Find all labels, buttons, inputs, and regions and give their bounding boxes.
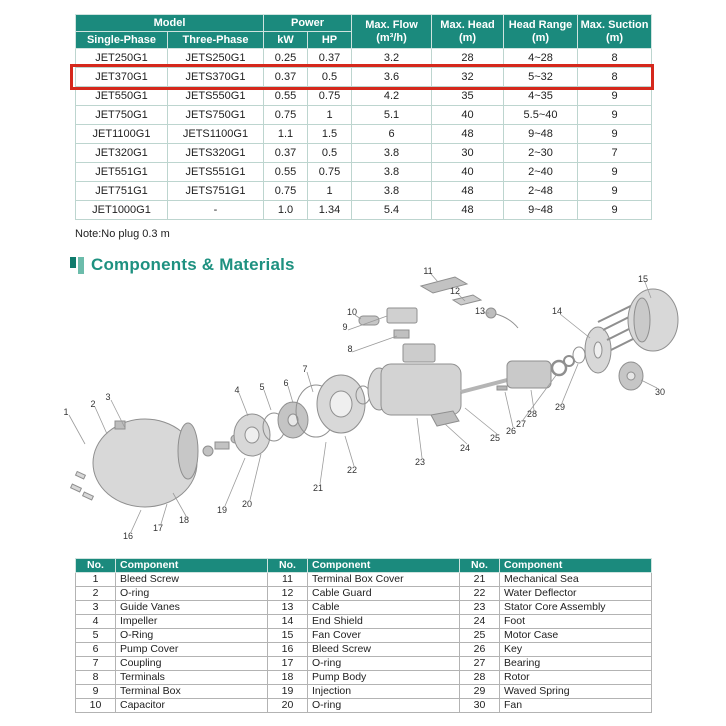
spec-cell: JET1100G1	[76, 125, 168, 144]
comp-no: 26	[460, 643, 500, 657]
spec-cell: 5.1	[352, 106, 432, 125]
spec-cell: 0.75	[264, 106, 308, 125]
spec-row	[76, 49, 652, 68]
comp-name: Cable Guard	[308, 587, 460, 601]
spec-header-max-head	[432, 15, 504, 49]
header-line: (m)	[458, 31, 477, 44]
spec-cell: JET320G1	[76, 144, 168, 163]
spec-header-head-range	[504, 15, 578, 49]
comp-name: Rotor	[500, 671, 652, 685]
callout-15: 15	[637, 274, 649, 284]
callout-12: 12	[449, 286, 461, 296]
spec-cell: 0.75	[308, 163, 352, 182]
comp-row	[76, 657, 652, 671]
spec-cell: JETS320G1	[168, 144, 264, 163]
comp-no: 21	[460, 573, 500, 587]
spec-cell: JETS751G1	[168, 182, 264, 201]
spec-cell: 9~48	[504, 201, 578, 220]
section-title: Components & Materials	[91, 255, 295, 274]
spec-cell: 3.2	[352, 49, 432, 68]
callout-27: 27	[515, 419, 527, 429]
comp-no: 5	[76, 629, 116, 643]
callout-3: 3	[105, 392, 111, 402]
comp-name: Fan	[500, 699, 652, 713]
callout-24: 24	[459, 443, 471, 453]
comp-no: 2	[76, 587, 116, 601]
spec-cell: 3.6	[352, 68, 432, 87]
spec-cell: JET550G1	[76, 87, 168, 106]
comp-name: Foot	[500, 615, 652, 629]
comp-row	[76, 685, 652, 699]
spec-cell: 3.8	[352, 144, 432, 163]
comp-no: 19	[268, 685, 308, 699]
callout-28: 28	[526, 409, 538, 419]
spec-cell: 9	[578, 125, 652, 144]
comp-no: 16	[268, 643, 308, 657]
spec-cell: 9	[578, 182, 652, 201]
comp-name: Bleed Screw	[308, 643, 460, 657]
header-line: Max. Suction	[580, 18, 649, 31]
spec-cell: 2~40	[504, 163, 578, 182]
comp-no: 4	[76, 615, 116, 629]
spec-table-section	[75, 14, 651, 240]
comp-row	[76, 601, 652, 615]
spec-row	[76, 163, 652, 182]
spec-header-max-suction	[578, 15, 652, 49]
spec-cell: 6	[352, 125, 432, 144]
comp-name: Pump Cover	[116, 643, 268, 657]
comp-name: Capacitor	[116, 699, 268, 713]
callout-1: 1	[63, 407, 69, 417]
comp-no: 13	[268, 601, 308, 615]
spec-cell: 9	[578, 201, 652, 220]
section-bars-icon	[70, 255, 84, 274]
spec-cell: 0.55	[264, 163, 308, 182]
callout-5: 5	[259, 382, 265, 392]
spec-cell: 28	[432, 49, 504, 68]
spec-cell: 9	[578, 87, 652, 106]
comp-name: Guide Vanes	[116, 601, 268, 615]
spec-cell: JETS750G1	[168, 106, 264, 125]
comp-name: Injection	[308, 685, 460, 699]
comp-header-component: Component	[308, 559, 460, 573]
spec-cell: JET751G1	[76, 182, 168, 201]
callout-19: 19	[216, 505, 228, 515]
spec-header-single-phase: Single-Phase	[76, 32, 168, 49]
spec-cell: 4~35	[504, 87, 578, 106]
callout-16: 16	[122, 531, 134, 541]
spec-cell: JETS370G1	[168, 68, 264, 87]
spec-cell: 9	[578, 163, 652, 182]
spec-cell: 4~28	[504, 49, 578, 68]
callout-30: 30	[654, 387, 666, 397]
comp-name: Coupling	[116, 657, 268, 671]
comp-no: 10	[76, 699, 116, 713]
callout-6: 6	[283, 378, 289, 388]
spec-cell: 8	[578, 49, 652, 68]
spec-cell: 5.4	[352, 201, 432, 220]
spec-cell: 7	[578, 144, 652, 163]
comp-name: Cable	[308, 601, 460, 615]
callout-26: 26	[505, 426, 517, 436]
comp-name: O-Ring	[116, 629, 268, 643]
spec-cell: JETS250G1	[168, 49, 264, 68]
callout-29: 29	[554, 402, 566, 412]
spec-cell: 48	[432, 201, 504, 220]
comp-name: Terminal Box Cover	[308, 573, 460, 587]
spec-cell: 0.5	[308, 144, 352, 163]
comp-no: 11	[268, 573, 308, 587]
spec-cell: JET750G1	[76, 106, 168, 125]
comp-no: 25	[460, 629, 500, 643]
comp-no: 3	[76, 601, 116, 615]
spec-cell: JETS551G1	[168, 163, 264, 182]
spec-cell: 40	[432, 106, 504, 125]
spec-cell: 32	[432, 68, 504, 87]
callout-23: 23	[414, 457, 426, 467]
spec-row	[76, 144, 652, 163]
comp-name: End Shield	[308, 615, 460, 629]
pump-exploded-parts	[71, 277, 678, 507]
comp-name: Fan Cover	[308, 629, 460, 643]
comp-name: Bearing	[500, 657, 652, 671]
components-table	[75, 558, 652, 713]
spec-cell: 40	[432, 163, 504, 182]
comp-no: 1	[76, 573, 116, 587]
header-line: Max. Head	[440, 18, 495, 31]
callout-22: 22	[346, 465, 358, 475]
header-line: Max. Flow	[365, 18, 418, 31]
spec-row	[76, 106, 652, 125]
spec-cell: JET551G1	[76, 163, 168, 182]
comp-name: Terminal Box	[116, 685, 268, 699]
comp-header-no: No.	[76, 559, 116, 573]
callout-14: 14	[551, 306, 563, 316]
callout-18: 18	[178, 515, 190, 525]
spec-header-kw: kW	[264, 32, 308, 49]
comp-no: 7	[76, 657, 116, 671]
comp-name: Motor Case	[500, 629, 652, 643]
header-line: (m)	[605, 31, 624, 44]
comp-name: Impeller	[116, 615, 268, 629]
spec-cell: -	[168, 201, 264, 220]
comp-no: 22	[460, 587, 500, 601]
spec-cell: 5.5~40	[504, 106, 578, 125]
section-heading	[70, 255, 295, 275]
spec-cell: 0.37	[308, 49, 352, 68]
spec-cell: JETS1100G1	[168, 125, 264, 144]
comp-name: O-ring	[116, 587, 268, 601]
comp-no: 6	[76, 643, 116, 657]
spec-header-power: Power	[264, 15, 352, 32]
spec-cell: 1	[308, 106, 352, 125]
comp-header-no: No.	[268, 559, 308, 573]
spec-cell: 0.55	[264, 87, 308, 106]
comp-no: 12	[268, 587, 308, 601]
components-table-section	[75, 558, 651, 713]
comp-name: Terminals	[116, 671, 268, 685]
callout-21: 21	[312, 483, 324, 493]
comp-row	[76, 615, 652, 629]
callout-4: 4	[234, 385, 240, 395]
comp-row	[76, 643, 652, 657]
comp-no: 27	[460, 657, 500, 671]
spec-cell: 0.75	[264, 182, 308, 201]
note-text: Note:No plug 0.3 m	[75, 228, 170, 240]
spec-cell: 3.8	[352, 163, 432, 182]
comp-name: Bleed Screw	[116, 573, 268, 587]
spec-cell: 1.34	[308, 201, 352, 220]
spec-cell: 1	[308, 182, 352, 201]
spec-row	[76, 87, 652, 106]
comp-row	[76, 699, 652, 713]
spec-cell: 35	[432, 87, 504, 106]
comp-name: Pump Body	[308, 671, 460, 685]
comp-no: 8	[76, 671, 116, 685]
pump-exploded-view	[45, 258, 685, 558]
comp-name: Water Deflector	[500, 587, 652, 601]
spec-cell: 0.25	[264, 49, 308, 68]
spec-row-highlighted	[76, 68, 652, 87]
comp-row	[76, 671, 652, 685]
spec-cell: 30	[432, 144, 504, 163]
spec-cell: JETS550G1	[168, 87, 264, 106]
comp-row	[76, 573, 652, 587]
header-line: (m³/h)	[376, 31, 407, 44]
comp-name: Mechanical Sea	[500, 573, 652, 587]
comp-header-component: Component	[116, 559, 268, 573]
callout-17: 17	[152, 523, 164, 533]
spec-cell: 1.1	[264, 125, 308, 144]
callout-2: 2	[90, 399, 96, 409]
spec-cell: 8	[578, 68, 652, 87]
header-line: Head Range	[508, 18, 573, 31]
callout-20: 20	[241, 499, 253, 509]
comp-row	[76, 587, 652, 601]
spec-cell: 2~30	[504, 144, 578, 163]
comp-no: 14	[268, 615, 308, 629]
spec-cell: 9~48	[504, 125, 578, 144]
comp-name: O-ring	[308, 699, 460, 713]
callout-10: 10	[346, 307, 358, 317]
spec-header-hp: HP	[308, 32, 352, 49]
spec-cell: JET250G1	[76, 49, 168, 68]
comp-row	[76, 629, 652, 643]
spec-row	[76, 182, 652, 201]
callout-7: 7	[302, 364, 308, 374]
spec-cell: 0.75	[308, 87, 352, 106]
comp-no: 29	[460, 685, 500, 699]
spec-cell: 1.0	[264, 201, 308, 220]
spec-row	[76, 201, 652, 220]
callout-13: 13	[474, 306, 486, 316]
comp-no: 28	[460, 671, 500, 685]
spec-table	[75, 14, 652, 220]
comp-name: Key	[500, 643, 652, 657]
callout-9: 9	[342, 322, 348, 332]
spec-cell: 3.8	[352, 182, 432, 201]
spec-cell: JET370G1	[76, 68, 168, 87]
spec-cell: 9	[578, 106, 652, 125]
callout-8: 8	[347, 344, 353, 354]
comp-no: 23	[460, 601, 500, 615]
exploded-diagram	[45, 258, 685, 558]
comp-no: 17	[268, 657, 308, 671]
callout-11: 11	[423, 266, 433, 276]
comp-no: 24	[460, 615, 500, 629]
spec-cell: 48	[432, 125, 504, 144]
comp-name: Waved Spring	[500, 685, 652, 699]
spec-header-max-flow	[352, 15, 432, 49]
comp-no: 9	[76, 685, 116, 699]
spec-cell: 48	[432, 182, 504, 201]
comp-name: O-ring	[308, 657, 460, 671]
spec-header-three-phase: Three-Phase	[168, 32, 264, 49]
comp-no: 20	[268, 699, 308, 713]
spec-cell: 0.37	[264, 144, 308, 163]
comp-header-component: Component	[500, 559, 652, 573]
spec-cell: 5~32	[504, 68, 578, 87]
spec-cell: 0.37	[264, 68, 308, 87]
comp-name: Stator Core Assembly	[500, 601, 652, 615]
comp-no: 30	[460, 699, 500, 713]
spec-cell: 0.5	[308, 68, 352, 87]
callout-25: 25	[489, 433, 501, 443]
header-line: (m)	[531, 31, 550, 44]
spec-cell: JET1000G1	[76, 201, 168, 220]
spec-header-model: Model	[76, 15, 264, 32]
comp-no: 18	[268, 671, 308, 685]
comp-no: 15	[268, 629, 308, 643]
spec-cell: 4.2	[352, 87, 432, 106]
comp-header-no: No.	[460, 559, 500, 573]
spec-cell: 2~48	[504, 182, 578, 201]
spec-cell: 1.5	[308, 125, 352, 144]
spec-row	[76, 125, 652, 144]
